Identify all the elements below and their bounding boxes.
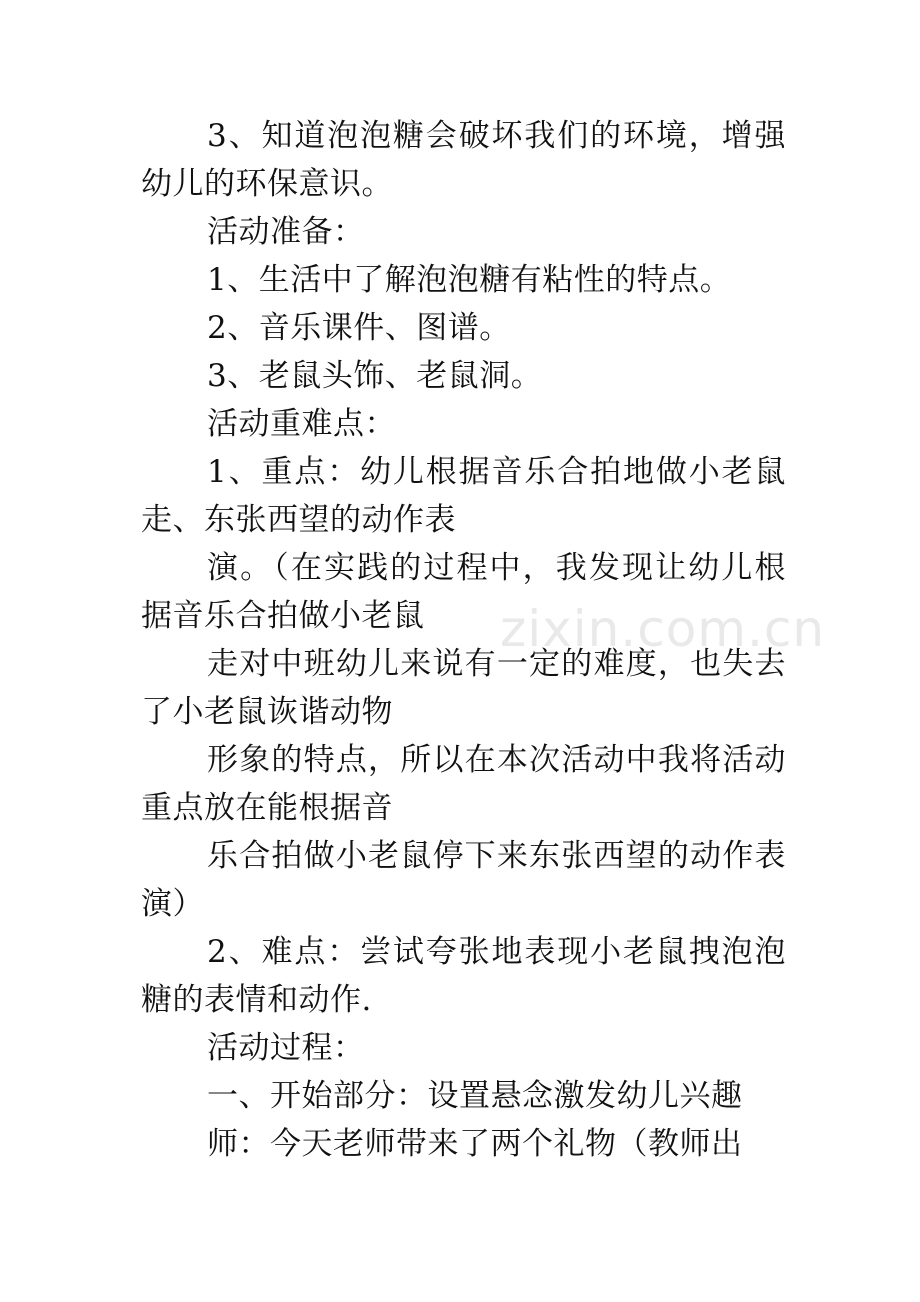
paragraph-key-point-2: 演。（在实践的过程中，我发现让幼儿根据音乐合拍做小老鼠 bbox=[141, 550, 786, 634]
heading-activity-preparation: 活动准备： bbox=[207, 214, 365, 250]
watermark: zixin.com.cn bbox=[500, 600, 826, 658]
document-body bbox=[141, 112, 786, 1168]
heading-key-difficult-points: 活动重难点： bbox=[207, 406, 396, 442]
paragraph-key-point-1: 1、重点：幼儿根据音乐合拍地做小老鼠走、东张西望的动作表 bbox=[141, 454, 786, 538]
paragraph-key-point-3: 走对中班幼儿来说有一定的难度，也失去了小老鼠诙谐动物 bbox=[141, 646, 786, 730]
paragraph-key-point-5: 乐合拍做小老鼠停下来东张西望的动作表演） bbox=[141, 838, 786, 922]
heading-activity-process: 活动过程： bbox=[207, 1030, 365, 1066]
paragraph-key-point-4: 形象的特点，所以在本次活动中我将活动重点放在能根据音 bbox=[141, 742, 786, 826]
paragraph-process-part-1: 一、开始部分：设置悬念激发幼儿兴趣 bbox=[207, 1078, 743, 1114]
paragraph-goal-3: 3、知道泡泡糖会破坏我们的环境，增强幼儿的环保意识。 bbox=[141, 118, 786, 202]
paragraph-preparation-1: 1、生活中了解泡泡糖有粘性的特点。 bbox=[207, 262, 732, 298]
paragraph-teacher-line: 师：今天老师带来了两个礼物（教师出 bbox=[207, 1126, 743, 1162]
paragraph-difficult-point: 2、难点：尝试夸张地表现小老鼠拽泡泡糖的表情和动作. bbox=[141, 934, 786, 1018]
paragraph-preparation-2: 2、音乐课件、图谱。 bbox=[207, 310, 511, 346]
paragraph-preparation-3: 3、老鼠头饰、老鼠洞。 bbox=[207, 358, 543, 394]
